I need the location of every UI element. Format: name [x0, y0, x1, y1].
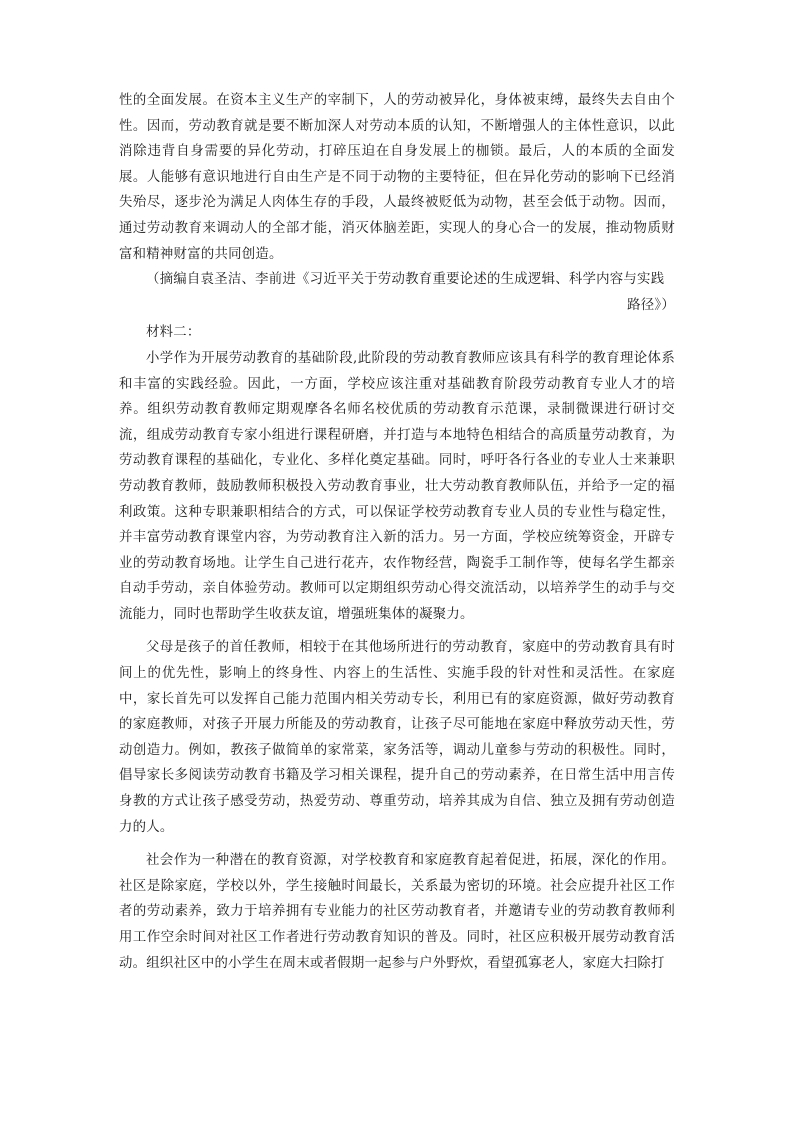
paragraph-intro: 性的全面发展。在资本主义生产的宰制下，人的劳动被异化，身体被束缚，最终失去自由个性。因而，劳动教育就是要不断加深人对劳动本质的认知，不断增强人的主体性意识，以此消除违背自身需要的异化劳动，打碎压迫在自身发展上的枷锁。最后，人的本质的全面发展。人能够有意识地进行自由生产是不同于动物的主要特征，但在异化劳动的影响下已经消失殆尽，逐步沦为满足人肉体生存的手段，人最终被贬低为动物，甚至会低于动物。因而，通过劳动教育来调动人的全部才能，消灭体脑差距，实现人的身心合一的发展，推动物质财富和精神财富的共同创造。	[119, 93, 675, 262]
citation-line-end: 路径》）	[627, 297, 675, 313]
paragraph-community: 社会作为一种潜在的教育资源，对学校教育和家庭教育起着促进，拓展，深化的作用。社区是除家庭，学校以外，学生接触时间最长，关系最为密切的环境。社会应提升社区工作者的劳动素养，致力于培养拥有专业能力的社区劳动教育者，并邀请专业的劳动教育教师利用工作空余时间对社区工作者进行劳动教育知识的普及。同时，社区应积极开展劳动教育活动。组织社区中的小学生在周末或者假期一起参与户外野炊，看望孤寡老人，家庭大扫除打	[119, 853, 675, 971]
material-heading: 材料二：	[146, 325, 201, 341]
citation-line: （摘编自袁圣洁、李前进《习近平关于劳动教育重要论述的生成逻辑、科学内容与实践	[146, 272, 665, 288]
paragraph-school: 小学作为开展劳动教育的基础阶段,此阶段的劳动教育教师应该具有科学的教育理论体系和丰富的实践经验。因此，一方面，学校应该注重对基础教育阶段劳动教育专业人才的培养。组织劳动教育教师定期观摩各名师名校优质的劳动教育示范课，录制微课进行研讨交流，组成劳动教育专家小组进行课程研磨，并打造与本地特色相结合的高质量劳动教育，为劳动教育课程的基础化，专业化、多样化奠定基础。同时，呼吁各行各业的专业人士来兼职劳动教育教师，鼓励教师积极投入劳动教育事业，壮大劳动教育教师队伍，并给予一定的福利政策。这种专职兼职相结合的方式，可以保证学校劳动教育专业人员的专业性与稳定性，并丰富劳动教育课堂内容，为劳动教育注入新的活力。另一方面，学校应统筹资金，开辟专业的劳动教育场地。让学生自己进行花卉，农作物经营，陶瓷手工制作等，使每名学生都亲自动手劳动，亲自体验劳动。教师可以定期组织劳动心得交流活动，以培养学生的动手与交流能力，同时也帮助学生收获友谊，增强班集体的凝聚力。	[119, 350, 675, 622]
paragraph-gap	[119, 840, 675, 848]
document-page	[119, 88, 675, 976]
paragraph-family: 父母是孩子的首任教师，相较于在其他场所进行的劳动教育，家庭中的劳动教育具有时间上的优先性，影响上的终身性、内容上的生活性、实施手段的针对性和灵活性。在家庭中，家长首先可以发挥自己能力范围内相关劳动专长，利用已有的家庭资源，做好劳动教育的家庭教师，对孩子开展力所能及的劳动教育，让孩子尽可能地在家庭中释放劳动天性，劳动创造力。例如，教孩子做简单的家常菜，家务活等，调动儿童参与劳动的积极性。同时，倡导家长多阅读劳动教育书籍及学习相关课程，提升自己的劳动素养，在日常生活中用言传身教的方式让孩子感受劳动，热爱劳动、尊重劳动，培养其成为自信、独立及拥有劳动创造力的人。	[119, 640, 675, 835]
paragraph-gap	[119, 627, 675, 635]
